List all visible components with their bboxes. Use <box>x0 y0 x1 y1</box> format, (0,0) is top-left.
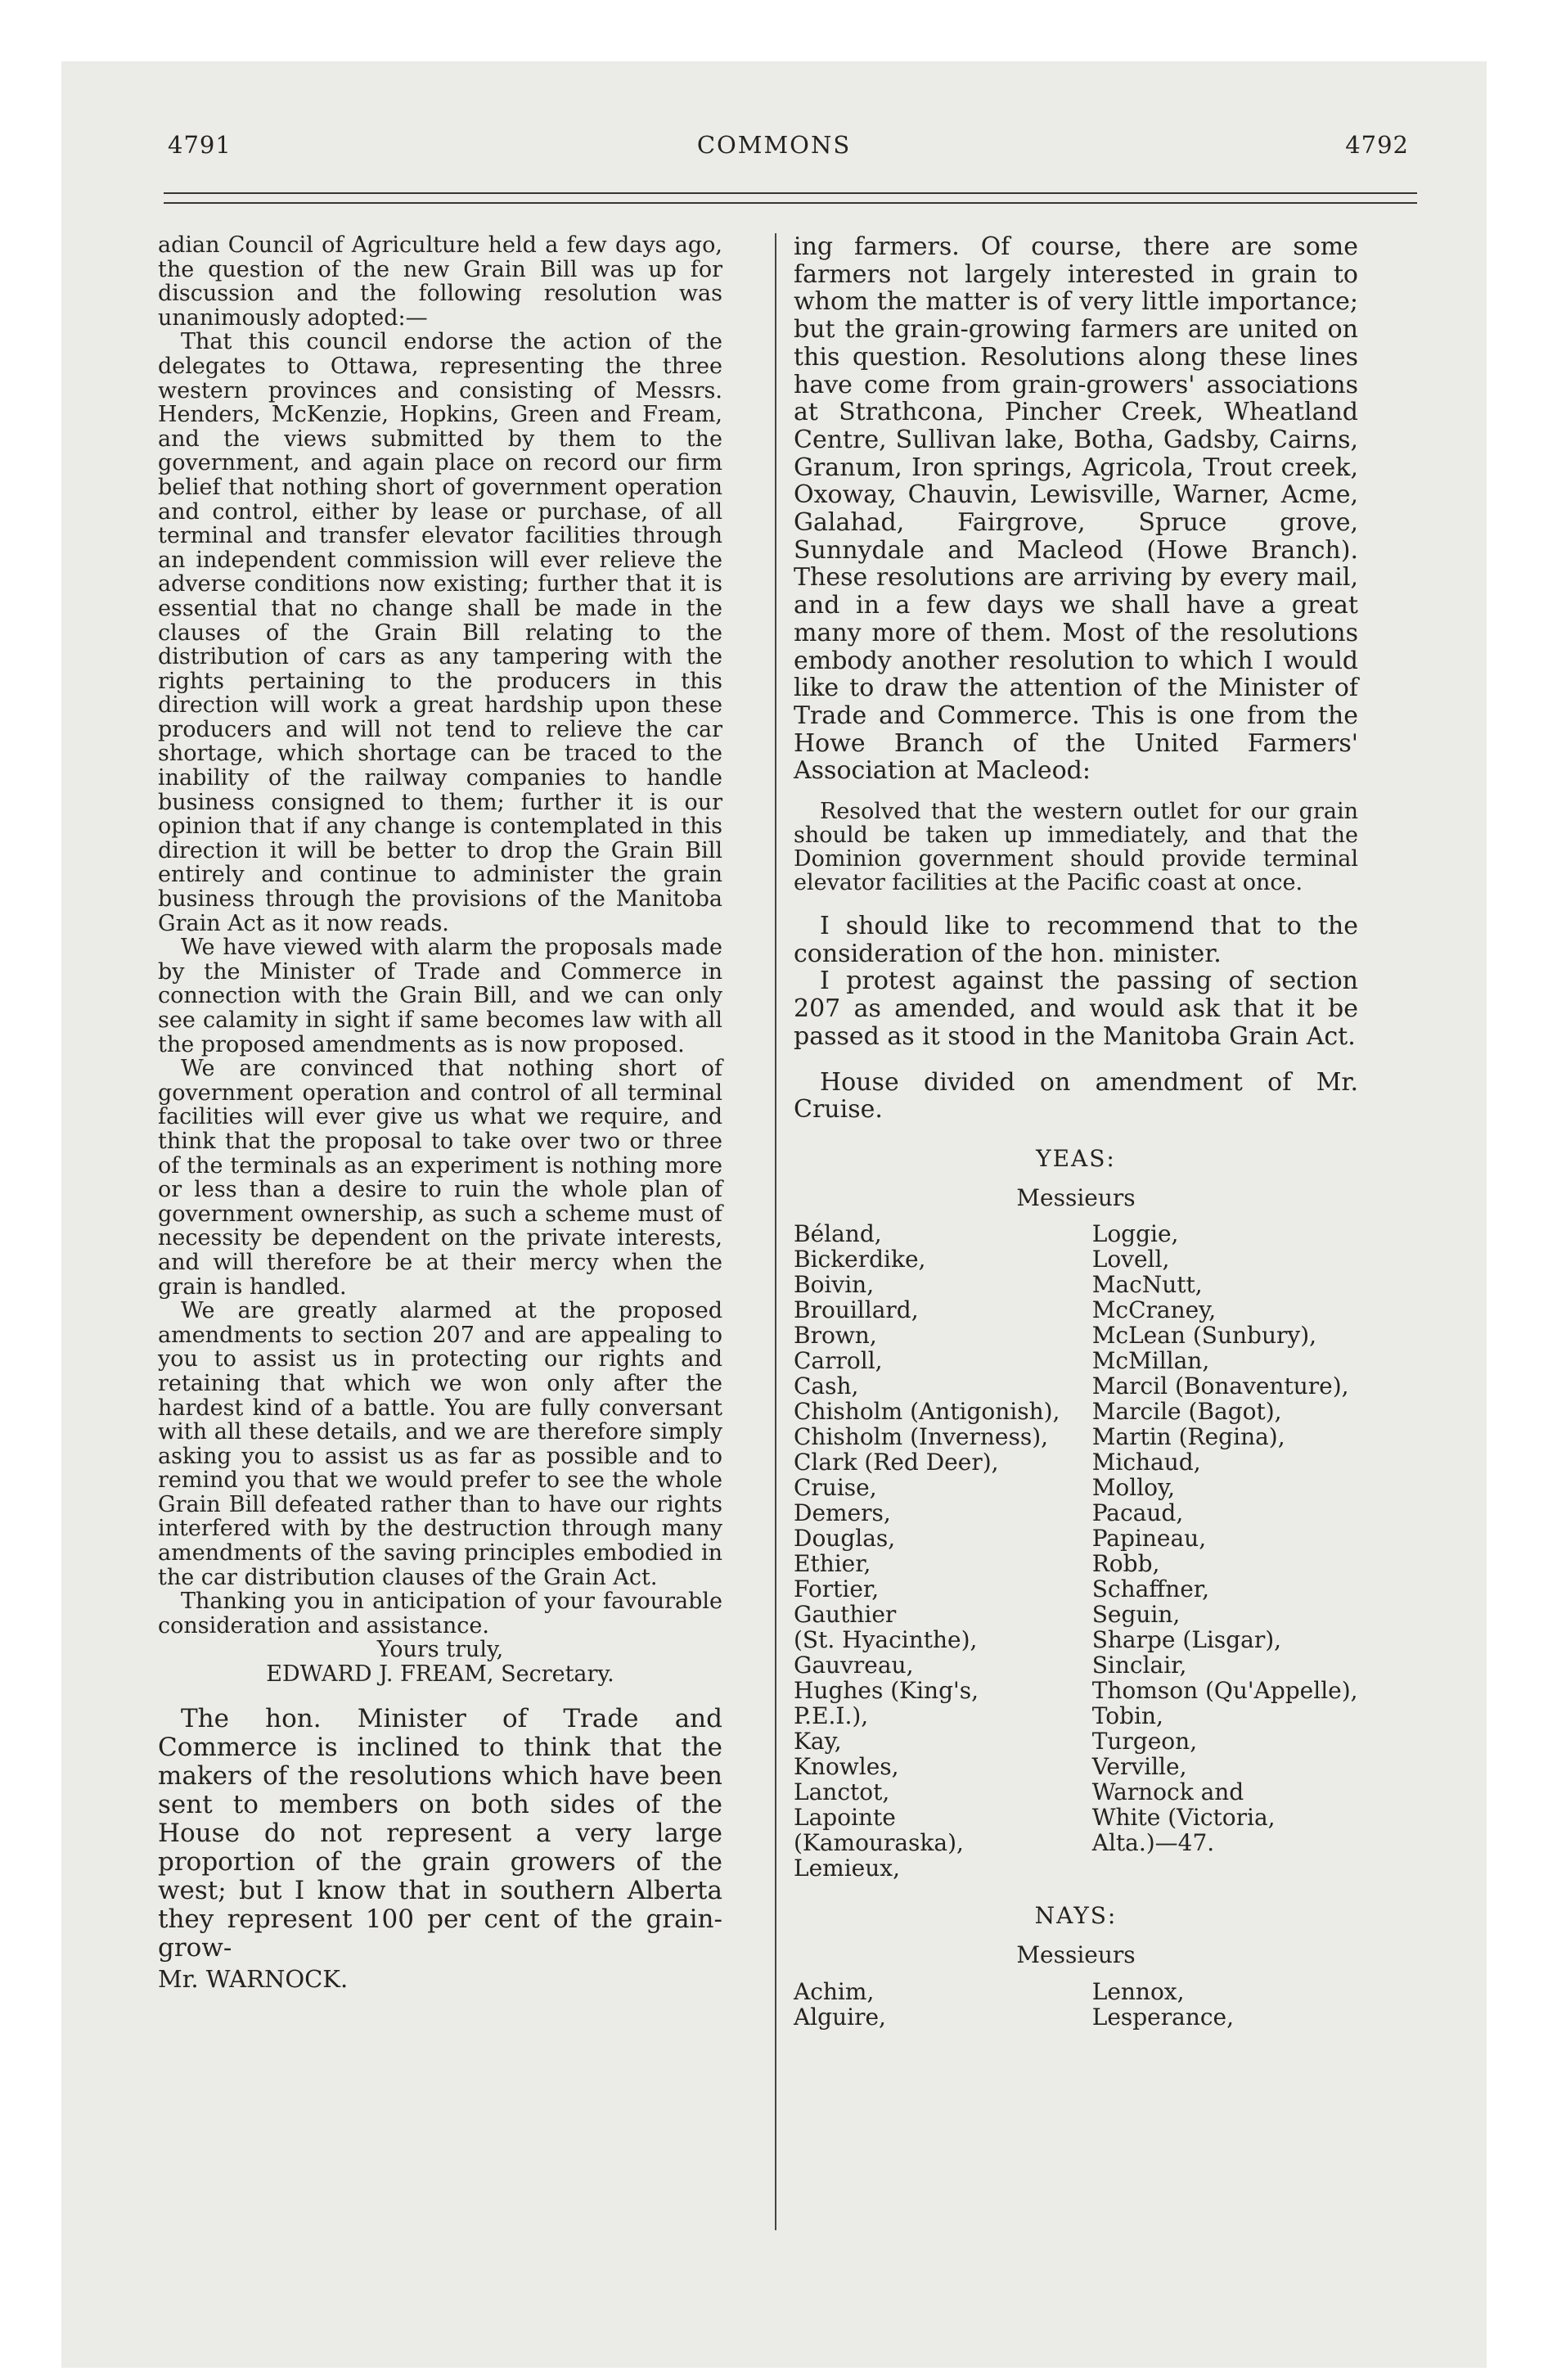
left-paragraph-1: adian Council of Agriculture held a few days ago, the question of the new Grain Bill was up for discussion and the following resolution was unanimously adopted:— <box>158 232 722 331</box>
nays-subheading: Messieurs <box>1016 1941 1136 1969</box>
page <box>61 61 1487 2368</box>
member-name: Robb, <box>1091 1550 1160 1578</box>
member-name: Carroll, <box>794 1347 883 1375</box>
member-name: Marcil (Bonaventure), <box>1091 1373 1349 1400</box>
member-name: Seguin, <box>1091 1601 1181 1629</box>
left-column <box>158 233 722 1991</box>
left-paragraph-6: Thanking you in anticipation of your favourable consideration and assistance. <box>158 1589 722 1639</box>
right-paragraph-2: I should like to recommend that to the consideration of the hon. minister. <box>794 912 1358 968</box>
member-name: Clark (Red Deer), <box>794 1449 999 1476</box>
member-name: Lanctot, <box>794 1778 890 1806</box>
running-title: COMMONS <box>696 131 852 159</box>
yeas-heading: YEAS: <box>1036 1144 1116 1172</box>
nays-column-1 <box>794 1979 1092 2030</box>
member-name: Lemieux, <box>794 1855 900 1882</box>
member-name: Lennox, <box>1091 1977 1185 2005</box>
member-name: Alta.)—47. <box>1091 1829 1215 1857</box>
member-name: Schaffner, <box>1091 1575 1210 1603</box>
member-name: Lapointe <box>794 1804 896 1832</box>
member-name: Knowles, <box>794 1753 899 1781</box>
member-name: Sharpe (Lisgar), <box>1091 1626 1282 1654</box>
nays-heading: NAYS: <box>1034 1902 1118 1930</box>
member-name: Michaud, <box>1091 1449 1201 1476</box>
right-column <box>794 233 1358 2030</box>
member-name: Alguire, <box>794 2003 886 2031</box>
page-number-left: 4791 <box>168 131 232 159</box>
member-name: Ethier, <box>794 1550 871 1578</box>
nays-column-2 <box>1092 1979 1358 2030</box>
speaker-name: Mr. WARNOCK. <box>158 1964 349 1993</box>
yeas-subheading: Messieurs <box>1016 1183 1136 1211</box>
left-paragraph-2: That this council endorse the action of the delegates to Ottawa, representing the three western provinces and consisting of Messrs. Henders, McKenzie, Hopkins, Green and Fream, and the views submitted by them to the government, and again place on record our firm belief that nothing short of government operation and control, either by lease or purchase, of all terminal and transfer elevator facilities through an independent commission will ever relieve the adverse conditions now existing; further that it is essential that no change shall be made in the clauses of the Grain Bill relating to the distribution of cars as any tampering with the rights pertaining to the producers in this direction will work a great hardship upon these producers and will not tend to relieve the car shortage, which shortage can be traced to the inability of the railway companies to handle business consigned to them; further it is our opinion that if any change is contemplated in this direction it will be better to drop the Grain Bill entirely and continue to administer the grain business through the provisions of the Manitoba Grain Act as it now reads. <box>158 329 722 936</box>
right-paragraph-3: I protest against the passing of section 207 as amended, and would ask that it be passed as it stood in the Manitoba Grain Act. <box>794 967 1358 1051</box>
member-name: Molloy, <box>1091 1474 1176 1502</box>
member-name: Loggie, <box>1091 1220 1179 1248</box>
member-name: Gauthier <box>794 1601 897 1629</box>
member-name: Thomson (Qu'Appelle), <box>1091 1677 1358 1705</box>
member-name: Warnock and <box>1091 1778 1244 1806</box>
member-name: Lovell, <box>1091 1246 1170 1273</box>
member-name: Fortier, <box>794 1575 880 1603</box>
header-rule <box>164 192 1417 204</box>
yeas-column-2 <box>1092 1221 1358 1881</box>
column-divider <box>775 233 776 2230</box>
member-name: Cash, <box>794 1373 859 1400</box>
member-name: Kay, <box>794 1728 842 1756</box>
member-name: Chisholm (Antigonish), <box>794 1398 1060 1426</box>
member-name: Béland, <box>794 1220 882 1248</box>
member-name: Gauvreau, <box>794 1652 914 1679</box>
member-name: Hughes (King's, <box>794 1677 979 1705</box>
member-name: McLean (Sunbury), <box>1091 1322 1317 1350</box>
member-name: Brown, <box>794 1322 877 1350</box>
member-name: Sinclair, <box>1091 1652 1187 1679</box>
left-paragraph-4: We are convinced that nothing short of government operation and control of all terminal facilities will ever give us what we require, and think that the proposal to take over two or three of the terminals as an experiment is nothing more or less than a desire to ruin the whole plan of government ownership, as such a scheme must of necessity be dependent on the private interests, and will therefore be at their mercy when the grain is handled. <box>158 1056 722 1300</box>
quoted-resolution: Resolved that the western outlet for our grain should be taken up immediately, and that the Dominion government should provide terminal elevator facilities at the Pacific coast at once. <box>794 799 1358 896</box>
member-name: Papineau, <box>1091 1525 1207 1553</box>
member-name: Boivin, <box>794 1271 875 1299</box>
right-paragraph-4: House divided on amendment of Mr. Cruise. <box>794 1067 1358 1125</box>
member-name: Verville, <box>1091 1753 1187 1781</box>
left-paragraph-3: We have viewed with alarm the proposals made by the Minister of Trade and Commerce in connection with the Grain Bill, and we can only see calamity in sight if same becomes law with all the proposed amendments as is now proposed. <box>158 935 722 1057</box>
member-name: Cruise, <box>794 1474 877 1502</box>
letter-closing: Yours truly, <box>376 1637 504 1663</box>
letter-signature: EDWARD J. FREAM, Secretary. <box>266 1661 614 1688</box>
nays-list <box>794 1979 1358 2030</box>
member-name: (St. Hyacinthe), <box>794 1626 978 1654</box>
left-paragraph-7: The hon. Minister of Trade and Commerce is inclined to think that the makers of the resolutions which have been sent to members on both sides of the House do not represent a very large proportion of the grain growers of the west; but I know that in southern Alberta they represent 100 per cent of the grain-grow- <box>158 1703 722 1963</box>
page-number-right: 4792 <box>1345 131 1409 159</box>
member-name: Marcile (Bagot), <box>1091 1398 1282 1426</box>
member-name: MacNutt, <box>1091 1271 1203 1299</box>
member-name: P.E.I.), <box>794 1702 869 1730</box>
member-name: (Kamouraska), <box>794 1829 964 1857</box>
member-name: Achim, <box>794 1977 875 2005</box>
member-name: McCraney, <box>1091 1296 1217 1324</box>
member-name: Tobin, <box>1091 1702 1163 1730</box>
member-name: Lesperance, <box>1091 2003 1235 2031</box>
right-paragraph-1: ing farmers. Of course, there are some farmers not largely interested in grain to whom the matter is of very little importance; but the grain-growing farmers are united on this question. Resolutions along these lines have come from grain-growers' associations at Strathcona, Pincher Creek, Wheatland Centre, Sullivan lake, Botha, Gadsby, Cairns, Granum, Iron springs, Agricola, Trout creek, Oxoway, Chauvin, Lewisville, Warner, Acme, Galahad, Fairgrove, Spruce grove, Sunnydale and Macleod (Howe Branch). These resolutions are arriving by every mail, and in a few days we shall have a great many more of them. Most of the resolutions embody another resolution to which I would like to draw the attention of the Minister of Trade and Commerce. This is one from the Howe Branch of the United Farmers' Association at Macleod: <box>794 232 1358 786</box>
yeas-column-1 <box>794 1221 1092 1881</box>
member-name: Brouillard, <box>794 1296 919 1324</box>
member-name: Chisholm (Inverness), <box>794 1423 1049 1451</box>
member-name: Bickerdike, <box>794 1246 926 1273</box>
yeas-list <box>794 1221 1358 1881</box>
member-name: Martin (Regina), <box>1091 1423 1285 1451</box>
member-name: Turgeon, <box>1091 1728 1198 1756</box>
member-name: Demers, <box>794 1499 891 1527</box>
member-name: White (Victoria, <box>1091 1804 1276 1832</box>
left-paragraph-5: We are greatly alarmed at the proposed amendments to section 207 and are appealing to you to assist us in protecting our rights and retaining that which we won only after the hardest kind of a battle. You are fully conversant with all these details, and we are therefore simply asking you to assist us as far as possible and to remind you that we would prefer to see the whole Grain Bill defeated rather than to have our rights interfered with by the destruction through many amendments of the saving principles embodied in the car distribution clauses of the Grain Act. <box>158 1298 722 1590</box>
member-name: Douglas, <box>794 1525 896 1553</box>
member-name: Pacaud, <box>1091 1499 1184 1527</box>
member-name: McMillan, <box>1091 1347 1210 1375</box>
